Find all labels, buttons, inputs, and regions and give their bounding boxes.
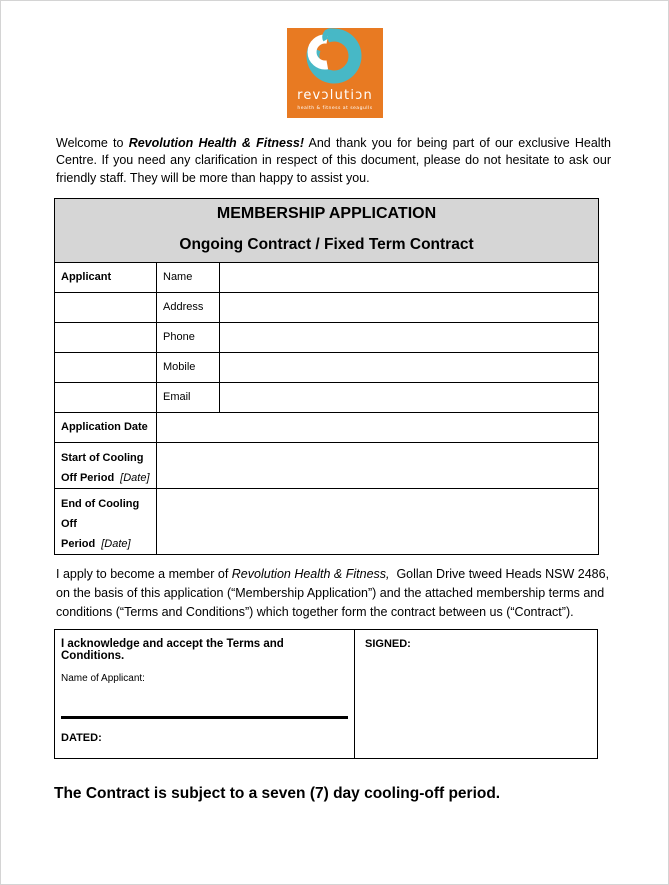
logo-tagline: health & fitness at seagulls bbox=[296, 106, 373, 111]
welcome-paragraph bbox=[56, 135, 611, 187]
application-date-field[interactable] bbox=[157, 412, 599, 442]
welcome-brand-name: Revolution Health & Fitness! bbox=[128, 136, 305, 150]
applicant-spacer-cell bbox=[55, 292, 157, 322]
address-field[interactable] bbox=[220, 292, 599, 322]
address-label: Address bbox=[157, 292, 220, 322]
name-label: Name bbox=[157, 262, 220, 292]
apply-rest: Gollan Drive tweed Heads NSW 2486, on the basis of this application (“Membership Application”) and the attached membership terms and conditions (“Terms and Conditions”) which together form the contract between us (“Contract”). bbox=[56, 566, 610, 619]
table-header bbox=[55, 198, 599, 262]
applicant-spacer-cell bbox=[55, 352, 157, 382]
phone-field[interactable] bbox=[220, 322, 599, 352]
membership-application-table bbox=[54, 198, 599, 555]
application-date-label: Application Date bbox=[55, 412, 157, 442]
cooling-start-label: Start of Cooling Off Period [Date] bbox=[55, 442, 157, 488]
cooling-end-label: End of Cooling Off Period [Date] bbox=[55, 488, 157, 554]
welcome-prefix: Welcome to bbox=[56, 136, 129, 150]
logo-swirl-icon bbox=[287, 28, 383, 118]
signature-line[interactable] bbox=[61, 716, 348, 719]
mobile-label: Mobile bbox=[157, 352, 220, 382]
phone-label: Phone bbox=[157, 322, 220, 352]
signed-label: SIGNED: bbox=[365, 637, 411, 650]
cooling-end-field[interactable] bbox=[157, 488, 599, 554]
date-hint: [Date] bbox=[101, 537, 131, 550]
revolution-logo bbox=[287, 28, 383, 118]
applicant-spacer-cell bbox=[55, 382, 157, 412]
acknowledgement-table bbox=[54, 629, 598, 759]
signed-cell bbox=[355, 629, 598, 758]
acknowledgement-statement: I acknowledge and accept the Terms and Conditions. bbox=[61, 637, 284, 662]
dated-label: DATED: bbox=[61, 731, 102, 744]
table-subtitle: Ongoing Contract / Fixed Term Contract bbox=[179, 235, 474, 253]
email-field[interactable] bbox=[220, 382, 599, 412]
apply-paragraph bbox=[56, 565, 611, 622]
name-field[interactable] bbox=[220, 262, 599, 292]
email-label: Email bbox=[157, 382, 220, 412]
applicant-spacer-cell bbox=[55, 322, 157, 352]
table-title: MEMBERSHIP APPLICATION bbox=[216, 204, 437, 222]
acknowledgement-cell bbox=[55, 629, 355, 758]
welcome-rest: And thank you for being part of our exclusive Health Centre. If you need any clarification in respect of this document, please do not hesitate to ask our friendly staff. They will be more than happy to assist you. bbox=[56, 136, 611, 185]
apply-prefix: I apply to become a member of bbox=[56, 566, 232, 581]
signed-field[interactable] bbox=[365, 650, 597, 750]
applicant-name-field[interactable] bbox=[61, 684, 348, 716]
date-hint: [Date] bbox=[120, 471, 150, 484]
applicant-label: Applicant bbox=[55, 262, 157, 292]
cooling-start-field[interactable] bbox=[157, 442, 599, 488]
cooling-off-notice: The Contract is subject to a seven (7) day cooling-off period. bbox=[54, 784, 501, 802]
mobile-field[interactable] bbox=[220, 352, 599, 382]
logo-wordmark: revɔlutiɔn bbox=[296, 88, 373, 103]
name-of-applicant-label: Name of Applicant: bbox=[61, 672, 145, 684]
apply-brand-name: Revolution Health & Fitness, bbox=[231, 566, 390, 581]
